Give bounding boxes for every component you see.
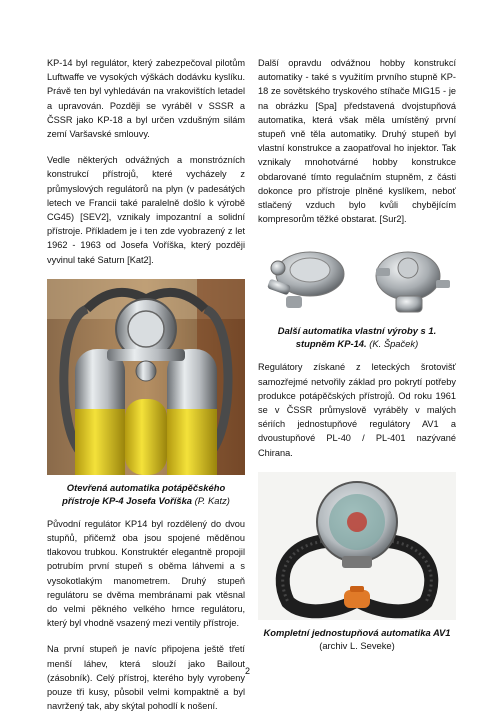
left-paragraph-2: Vedle některých odvážných a monstrózních konstrukcí přístrojů, které vycházely z průmyslových regulátorů na plyn (v padesátých letech ve Francii také paralelně došlo k výrobě CG45) [SEV2], vznikaly impozantní a solidní přístroje. Příkladem je i ten zde vyobrazený z let 1962 - 1963 od Josefa Voříška, který později vyvinul také Saturn [Kat2]. (47, 155, 245, 265)
right-paragraph-1: Další opravdu odvážnou hobby konstrukcí automatiky - také s využitím prvního stupně KP-18 ze sovětského tryskového stíhače MIG15 - je na obrázku [Spa] představená dvojstupňová automatika, která však měla umístěný první stupeň vně těla automatiky. Druhý stupeň byl vlastní konstrukce a zaopatřoval ho injektor. Tak vznikaly mnohotvárné hobby konstrukce obdarované tímto regulačním stupněm, z části dokonce pro přístroje plněné kyslíkem, neboť stlačený vzduch bylo kvůli chybějícím kompresorům těžké obstarat. [Sur2]. (258, 58, 456, 225)
figure-kp4-caption-author: (P. Katz) (194, 494, 230, 506)
figure-kp14-caption-author: (K. Špaček) (369, 338, 419, 350)
figure-av1-caption-title: Kompletní jednostupňová automatika AV1 (263, 626, 451, 638)
av1-regulator-image (258, 472, 456, 620)
figure-kp14-caption-title: Další automatika vlastní výroby s 1. stupněm KP-14. (277, 325, 437, 350)
kp14-regulators-image (258, 238, 456, 318)
right-paragraph-2: Regulátory získané z leteckých šrotovišť samozřejmé netvořily základ pro pokrytí potřeby produkce potápěčských přístrojů. Od roku 1961 se v ČSSR průmyslově vyráběly v malých sériích jednostupňové regulátory AV1 a dvoustupňové PL-40 / PL-401 nazývané Chirana. (258, 362, 456, 458)
left-paragraph-4: Na první stupeň je navíc připojena ještě třetí menší láhev, která slouží jako Bailout (zásobník). Celý přístroj, kterého byly vyrobeny pouze tři kusy, působil velmi kompaktně a byl navržený tak, aby skýtal pohodlí k nošení. (47, 644, 245, 712)
page-number: 2 (244, 666, 250, 676)
figure-av1-caption (258, 626, 456, 652)
figure-kp14-caption (258, 324, 456, 350)
figure-kp4-photo (47, 279, 245, 475)
figure-kp14-photo (258, 238, 456, 318)
figure-kp4-caption (47, 481, 245, 507)
figure-av1-caption-author: (archiv L. Seveke) (319, 639, 395, 651)
left-column (47, 56, 245, 725)
figure-kp4-caption-title: Otevřená automatika potápěčského přístroje KP-4 Josefa Voříška (62, 481, 226, 506)
figure-av1-photo (258, 472, 456, 620)
right-column (258, 56, 456, 662)
left-paragraph-1: KP-14 byl regulátor, který zabezpečoval pilotům Luftwaffe ve vysokých výškách dodávku kyslíku. Právě ten byl vyhledáván na vrakovištích letadel a upravován. Později se vyráběl v SSSR a ČSSR jako KP-18 a byl určen vzdušným silám zemí Varšavské smlouvy. (47, 58, 245, 140)
left-paragraph-3: Původní regulátor KP14 byl rozdělený do dvou stupňů, přičemž oba jsou spojené měděnou tlakovou trubkou. Konstruktér elegantně propojil potrubím první stupeň s oběma láhvemi a s vysokotlakým manometrem. Druhý stupeň regulátoru se dvěma membránami pak vtěsnal do velmi pěkného velkého hrnce regulátoru, který byl vhodně vsazený mezi ventily přístroje. (47, 518, 245, 629)
kp4-apparatus-image (47, 279, 245, 475)
